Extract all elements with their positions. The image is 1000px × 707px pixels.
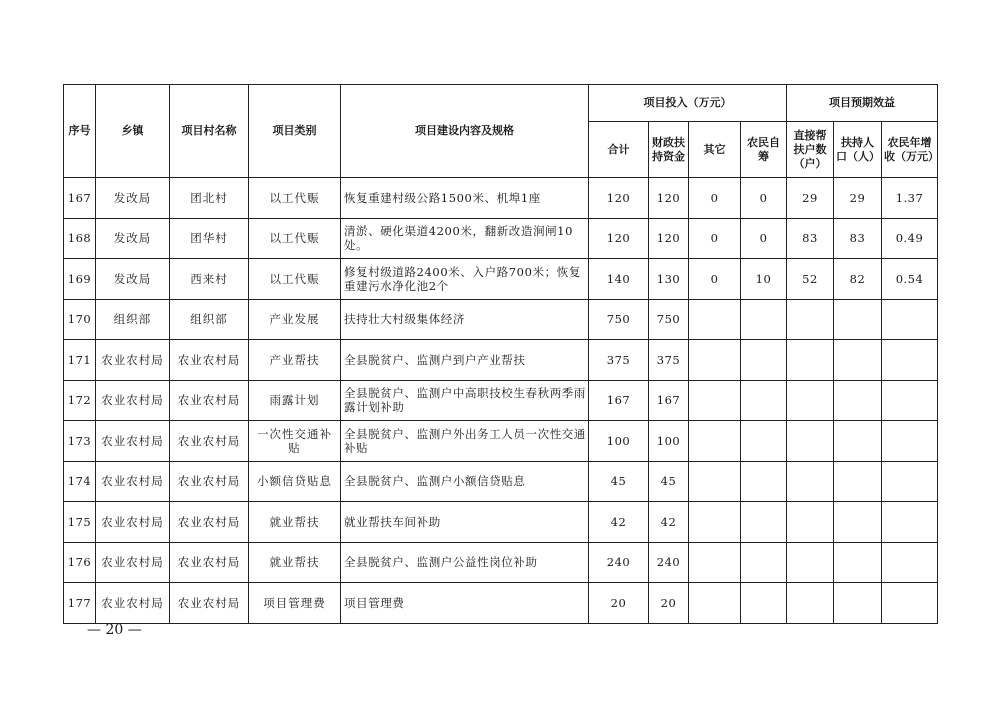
cell-other xyxy=(689,461,741,502)
cell-category: 以工代赈 xyxy=(249,178,341,219)
cell-total: 120 xyxy=(589,178,649,219)
cell-households xyxy=(787,583,834,624)
cell-village: 团北村 xyxy=(170,178,249,219)
cell-total: 42 xyxy=(589,502,649,543)
cell-population xyxy=(834,583,882,624)
cell-village: 农业农村局 xyxy=(170,421,249,462)
cell-other xyxy=(689,299,741,340)
header-content: 项目建设内容及规格 xyxy=(341,85,589,178)
cell-seq: 171 xyxy=(64,340,96,381)
cell-township: 农业农村局 xyxy=(96,380,170,421)
cell-total: 100 xyxy=(589,421,649,462)
cell-township: 农业农村局 xyxy=(96,583,170,624)
cell-total: 45 xyxy=(589,461,649,502)
table-row xyxy=(64,340,938,381)
cell-township: 发改局 xyxy=(96,178,170,219)
header-total: 合计 xyxy=(589,122,649,178)
cell-population xyxy=(834,421,882,462)
cell-population: 83 xyxy=(834,218,882,259)
cell-fiscal: 120 xyxy=(649,218,689,259)
cell-income: 0.54 xyxy=(882,259,938,300)
cell-content: 恢复重建村级公路1500米、机埠1座 xyxy=(341,178,589,219)
cell-farmer xyxy=(741,340,787,381)
cell-total: 120 xyxy=(589,218,649,259)
cell-fiscal: 750 xyxy=(649,299,689,340)
cell-other xyxy=(689,542,741,583)
cell-other: 0 xyxy=(689,259,741,300)
cell-other xyxy=(689,583,741,624)
cell-category: 就业帮扶 xyxy=(249,542,341,583)
cell-seq: 172 xyxy=(64,380,96,421)
cell-village: 团华村 xyxy=(170,218,249,259)
cell-income xyxy=(882,421,938,462)
cell-income xyxy=(882,502,938,543)
header-village: 项目村名称 xyxy=(170,85,249,178)
cell-population: 82 xyxy=(834,259,882,300)
cell-fiscal: 130 xyxy=(649,259,689,300)
header-other: 其它 xyxy=(689,122,741,178)
cell-farmer xyxy=(741,583,787,624)
cell-other: 0 xyxy=(689,178,741,219)
cell-total: 140 xyxy=(589,259,649,300)
cell-content: 就业帮扶车间补助 xyxy=(341,502,589,543)
cell-total: 240 xyxy=(589,542,649,583)
cell-seq: 177 xyxy=(64,583,96,624)
cell-fiscal: 120 xyxy=(649,178,689,219)
cell-seq: 168 xyxy=(64,218,96,259)
cell-income xyxy=(882,583,938,624)
cell-income xyxy=(882,340,938,381)
cell-category: 一次性交通补贴 xyxy=(249,421,341,462)
header-households: 直接帮扶户数（户） xyxy=(787,122,834,178)
cell-fiscal: 20 xyxy=(649,583,689,624)
cell-seq: 175 xyxy=(64,502,96,543)
cell-farmer xyxy=(741,299,787,340)
cell-content: 清淤、硬化渠道4200米，翻新改造涧闸10处。 xyxy=(341,218,589,259)
table-row xyxy=(64,218,938,259)
cell-population xyxy=(834,542,882,583)
cell-township: 发改局 xyxy=(96,259,170,300)
cell-population xyxy=(834,461,882,502)
cell-income: 1.37 xyxy=(882,178,938,219)
cell-category: 小额信贷贴息 xyxy=(249,461,341,502)
cell-total: 20 xyxy=(589,583,649,624)
cell-township: 农业农村局 xyxy=(96,340,170,381)
cell-township: 发改局 xyxy=(96,218,170,259)
cell-content: 扶持壮大村级集体经济 xyxy=(341,299,589,340)
cell-other: 0 xyxy=(689,218,741,259)
cell-income xyxy=(882,542,938,583)
cell-content: 全县脱贫户、监测户小额信贷贴息 xyxy=(341,461,589,502)
cell-seq: 176 xyxy=(64,542,96,583)
cell-farmer: 10 xyxy=(741,259,787,300)
cell-households xyxy=(787,542,834,583)
cell-category: 以工代赈 xyxy=(249,218,341,259)
cell-households: 52 xyxy=(787,259,834,300)
cell-population xyxy=(834,380,882,421)
cell-seq: 170 xyxy=(64,299,96,340)
cell-category: 以工代赈 xyxy=(249,259,341,300)
cell-village: 农业农村局 xyxy=(170,502,249,543)
cell-income xyxy=(882,299,938,340)
cell-fiscal: 42 xyxy=(649,502,689,543)
page-number: — 20 — xyxy=(87,622,142,638)
cell-households xyxy=(787,340,834,381)
header-fiscal: 财政扶持资金 xyxy=(649,122,689,178)
cell-village: 农业农村局 xyxy=(170,340,249,381)
cell-category: 产业发展 xyxy=(249,299,341,340)
cell-fiscal: 100 xyxy=(649,421,689,462)
cell-farmer xyxy=(741,542,787,583)
table-row xyxy=(64,421,938,462)
cell-households: 83 xyxy=(787,218,834,259)
cell-township: 组织部 xyxy=(96,299,170,340)
cell-households xyxy=(787,461,834,502)
cell-village: 农业农村局 xyxy=(170,583,249,624)
cell-village: 西来村 xyxy=(170,259,249,300)
table-row xyxy=(64,583,938,624)
header-population: 扶持人口（人） xyxy=(834,122,882,178)
cell-township: 农业农村局 xyxy=(96,421,170,462)
cell-farmer: 0 xyxy=(741,178,787,219)
cell-category: 雨露计划 xyxy=(249,380,341,421)
cell-seq: 174 xyxy=(64,461,96,502)
cell-population xyxy=(834,502,882,543)
cell-total: 750 xyxy=(589,299,649,340)
cell-fiscal: 240 xyxy=(649,542,689,583)
cell-other xyxy=(689,421,741,462)
cell-income xyxy=(882,380,938,421)
cell-population: 29 xyxy=(834,178,882,219)
cell-category: 就业帮扶 xyxy=(249,502,341,543)
cell-fiscal: 45 xyxy=(649,461,689,502)
cell-total: 375 xyxy=(589,340,649,381)
cell-content: 修复村级道路2400米、入户路700米；恢复重建污水净化池2个 xyxy=(341,259,589,300)
cell-farmer: 0 xyxy=(741,218,787,259)
cell-village: 农业农村局 xyxy=(170,380,249,421)
cell-households xyxy=(787,502,834,543)
cell-township: 农业农村局 xyxy=(96,502,170,543)
cell-village: 农业农村局 xyxy=(170,461,249,502)
cell-township: 农业农村局 xyxy=(96,461,170,502)
cell-households xyxy=(787,380,834,421)
table-row xyxy=(64,461,938,502)
cell-other xyxy=(689,380,741,421)
cell-other xyxy=(689,340,741,381)
cell-seq: 169 xyxy=(64,259,96,300)
cell-seq: 173 xyxy=(64,421,96,462)
cell-content: 全县脱贫户、监测户中高职技校生春秋两季雨露计划补助 xyxy=(341,380,589,421)
cell-other xyxy=(689,502,741,543)
cell-content: 全县脱贫户、监测户外出务工人员一次性交通补贴 xyxy=(341,421,589,462)
header-benefit: 项目预期效益 xyxy=(787,85,938,122)
cell-category: 项目管理费 xyxy=(249,583,341,624)
cell-content: 项目管理费 xyxy=(341,583,589,624)
cell-income xyxy=(882,461,938,502)
project-table xyxy=(63,84,938,624)
cell-township: 农业农村局 xyxy=(96,542,170,583)
cell-farmer xyxy=(741,461,787,502)
cell-fiscal: 375 xyxy=(649,340,689,381)
table-row xyxy=(64,502,938,543)
cell-total: 167 xyxy=(589,380,649,421)
table-row xyxy=(64,380,938,421)
cell-category: 产业帮扶 xyxy=(249,340,341,381)
header-seq: 序号 xyxy=(64,85,96,178)
header-township: 乡镇 xyxy=(96,85,170,178)
header-category: 项目类别 xyxy=(249,85,341,178)
table-row xyxy=(64,542,938,583)
table-row xyxy=(64,178,938,219)
cell-farmer xyxy=(741,421,787,462)
cell-content: 全县脱贫户、监测户公益性岗位补助 xyxy=(341,542,589,583)
header-income: 农民年增收（万元） xyxy=(882,122,938,178)
table-row xyxy=(64,259,938,300)
cell-village: 组织部 xyxy=(170,299,249,340)
cell-population xyxy=(834,299,882,340)
cell-income: 0.49 xyxy=(882,218,938,259)
cell-households: 29 xyxy=(787,178,834,219)
table-row xyxy=(64,299,938,340)
cell-content: 全县脱贫户、监测户到户产业帮扶 xyxy=(341,340,589,381)
cell-fiscal: 167 xyxy=(649,380,689,421)
header-investment: 项目投入（万元） xyxy=(589,85,787,122)
cell-seq: 167 xyxy=(64,178,96,219)
cell-farmer xyxy=(741,502,787,543)
cell-households xyxy=(787,299,834,340)
cell-population xyxy=(834,340,882,381)
header-farmer: 农民自筹 xyxy=(741,122,787,178)
cell-farmer xyxy=(741,380,787,421)
cell-households xyxy=(787,421,834,462)
cell-village: 农业农村局 xyxy=(170,542,249,583)
